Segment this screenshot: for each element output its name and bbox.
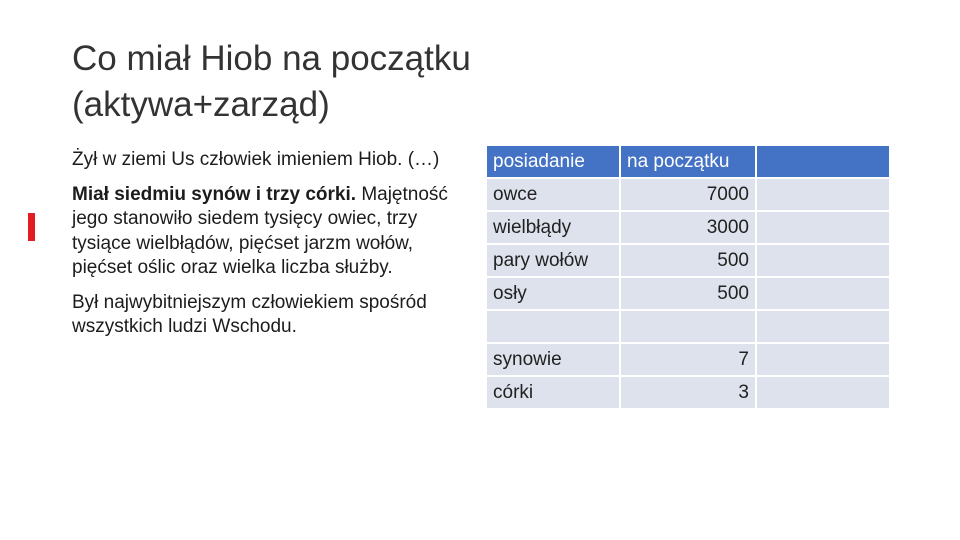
paragraph-3: Był najwybitniejszym człowiekiem spośród wszystkich ludzi Wschodu. [72, 291, 427, 337]
table-cell-empty [757, 377, 889, 408]
paragraph-2-rest: Majętność jego stanowiło siedem tysięcy owiec, trzy tysiące wielbłądów, pięćset jarzm wołów, pięćset oślic oraz wielka liczba służby. [72, 183, 448, 278]
table-cell-value: 500 [621, 278, 755, 309]
table-cell-empty [757, 179, 889, 210]
table-cell-value: 3000 [621, 212, 755, 243]
table-header-row [487, 146, 889, 177]
table-cell-value: 7 [621, 344, 755, 375]
table-cell-label: owce [487, 179, 619, 210]
table-row [487, 377, 889, 408]
table-cell-label: synowie [487, 344, 619, 375]
table-row [487, 344, 889, 375]
table-row-empty [487, 311, 889, 342]
red-marker [28, 213, 35, 241]
table-row [487, 245, 889, 276]
table-cell-value: 500 [621, 245, 755, 276]
header-cell-empty [757, 146, 889, 177]
table-cell-label: córki [487, 377, 619, 408]
table-cell-label: wielbłądy [487, 212, 619, 243]
table-cell-empty [757, 278, 889, 309]
header-cell-posiadanie: posiadanie [487, 146, 619, 177]
table-row [487, 212, 889, 243]
table-cell-label: osły [487, 278, 619, 309]
table-row [487, 179, 889, 210]
table-row [487, 278, 889, 309]
table-cell-empty [757, 212, 889, 243]
paragraph-1: Żył w ziemi Us człowiek imieniem Hiob. (…) [72, 149, 440, 170]
table-cell-label [487, 311, 619, 342]
title-line-2: (aktywa+zarząd) [72, 85, 330, 124]
table-cell-value: 7000 [621, 179, 755, 210]
paragraph-2 [72, 183, 472, 281]
table-cell-empty [757, 344, 889, 375]
table-cell-empty [757, 245, 889, 276]
paragraph-2-bold: Miał siedmiu synów i trzy córki. [72, 183, 357, 205]
table-cell-value [621, 311, 755, 342]
title-line-1: Co miał Hiob na początku [72, 39, 471, 78]
body-text [72, 148, 472, 350]
table-cell-label: pary wołów [487, 245, 619, 276]
assets-table [485, 144, 891, 410]
slide-title [72, 36, 592, 128]
table-cell-empty [757, 311, 889, 342]
table-cell-value: 3 [621, 377, 755, 408]
header-cell-na-poczatku: na początku [621, 146, 755, 177]
